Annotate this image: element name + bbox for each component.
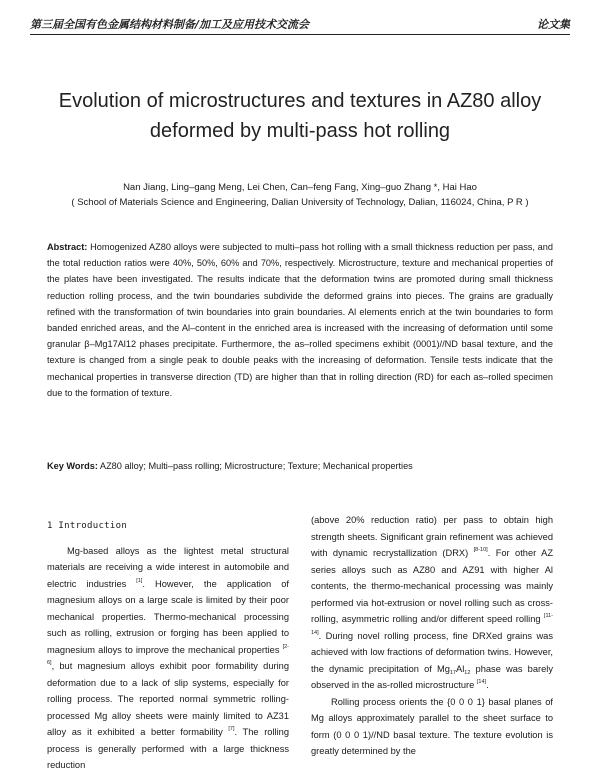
body-text: . The rolling process is generally performed with a large thickness reduction xyxy=(47,727,289,770)
citation: [14] xyxy=(476,679,487,685)
keywords-text: AZ80 alloy; Multi–pass rolling; Microstructure; Texture; Mechanical properties xyxy=(97,461,413,471)
intro-paragraph-1 xyxy=(47,543,289,774)
subscript: 12 xyxy=(464,669,471,676)
body-text: (above 20% reduction ratio) per pass to obtain high strength sheets. Significant grain refinement was achieved with dynamic recrystallization (DRX) xyxy=(311,515,553,558)
section-heading-introduction: 1 Introduction xyxy=(47,521,128,531)
left-column xyxy=(47,512,289,774)
citation: [1] xyxy=(136,577,143,584)
abstract xyxy=(47,239,553,401)
header-conference-title: 第三届全国有色金属结构材料制备/加工及应用技术交流会 xyxy=(30,18,310,31)
title-line-2: deformed by multi-pass hot rolling xyxy=(149,120,451,142)
body-text: . xyxy=(486,680,489,690)
body-text: Mg-based alloys as the lightest metal structural materials are receiving a wide interest in automobile and electric industries xyxy=(47,545,289,589)
running-header xyxy=(30,14,570,35)
body-text: Al xyxy=(456,663,465,674)
citation: [7] xyxy=(228,726,235,732)
intro-paragraph-1-continued xyxy=(311,512,553,694)
body-text: . However, the application of magnesium alloys on a large scale is limited by their poor mechanical properties. Thermo-mechanical processing such as rolling, extrusion or forging has been applied to magnesium alloys to improve the mechanical properties xyxy=(47,578,289,655)
title-line-1: Evolution of microstructures and textures in AZ80 alloy xyxy=(58,90,542,112)
affiliation: ( School of Materials Science and Engineering, Dalian University of Technology, Dalian, 116024, China, P R ) xyxy=(71,197,529,208)
body-text: . For other AZ series alloys such as AZ80 and AZ91 with higher Al contents, the thermo-mechanical processing was mainly performed via hot-extrusion or novel rolling such as cross-rolling, asymmetric rolling and/or different speed rolling xyxy=(311,548,553,624)
citation: [8-10] xyxy=(473,547,488,553)
citation: [11-14] xyxy=(311,613,553,636)
abstract-text: Homogenized AZ80 alloys were subjected to multi–pass hot rolling with a small thickness reduction per pass, and the total reduction ratios were 40%, 50%, 60% and 70%, respectively. Microstructure, texture and mechanical properties of the plates have been investigated. The results indicate that the deformation twins are promoted during small thickness reduction rolling process, and the twin boundaries subdivide the deformed grains into pieces. The grains are gradually refined with the transformation of twin boundaries into grain boundaries. Al elements enrich at the twin boundaries to form banded enriched areas, and the Al–content in the enriched area is increased with the increasing of deformation until some granular β–Mg17Al12 phases precipitate. Furthermore, the as–rolled specimens exhibit (0001)//ND basal texture, and the texture is changed from a single peak to double peaks with the increasing of deformation. Tensile tests indicate that the mechanical properties in transverse direction (TD) are higher than that in rolling direction (RD) for each as–rolled specimen due to the formation of texture. xyxy=(47,242,553,398)
paper-title xyxy=(40,86,560,146)
abstract-label: Abstract: xyxy=(47,242,88,252)
keywords-label: Key Words: xyxy=(47,461,98,471)
intro-paragraph-2: Rolling process orients the {0 0 0 1} basal planes of Mg alloys approximately parallel to the sheet surface to form (0 0 0 1)//ND basal texture. The texture evolution is greatly determined by the xyxy=(311,696,553,756)
citation: [2-6] xyxy=(47,643,289,666)
body-text: , but magnesium alloys exhibit poor formability during deformation due to a lack of slip systems, especially for rolling process. The reported normal symmetric rolling-processed Mg alloy sheets were mainly limited to AZ31 alloy as it exhibited a better formability xyxy=(47,661,289,737)
body-text: . During novel rolling process, fine DRXed grains was achieved with low fractions of deformation twins. However, the dynamic precipitation of Mg xyxy=(311,630,553,674)
right-column xyxy=(311,512,553,760)
subscript: 17 xyxy=(449,669,456,676)
body-text: phase was barely observed in the as-rolled microstructure xyxy=(311,663,553,690)
header-section-label: 论文集 xyxy=(537,18,570,31)
keywords xyxy=(47,459,553,473)
author-list: Nan Jiang, Ling–gang Meng, Lei Chen, Can–feng Fang, Xing–guo Zhang *, Hai Hao xyxy=(123,182,477,193)
